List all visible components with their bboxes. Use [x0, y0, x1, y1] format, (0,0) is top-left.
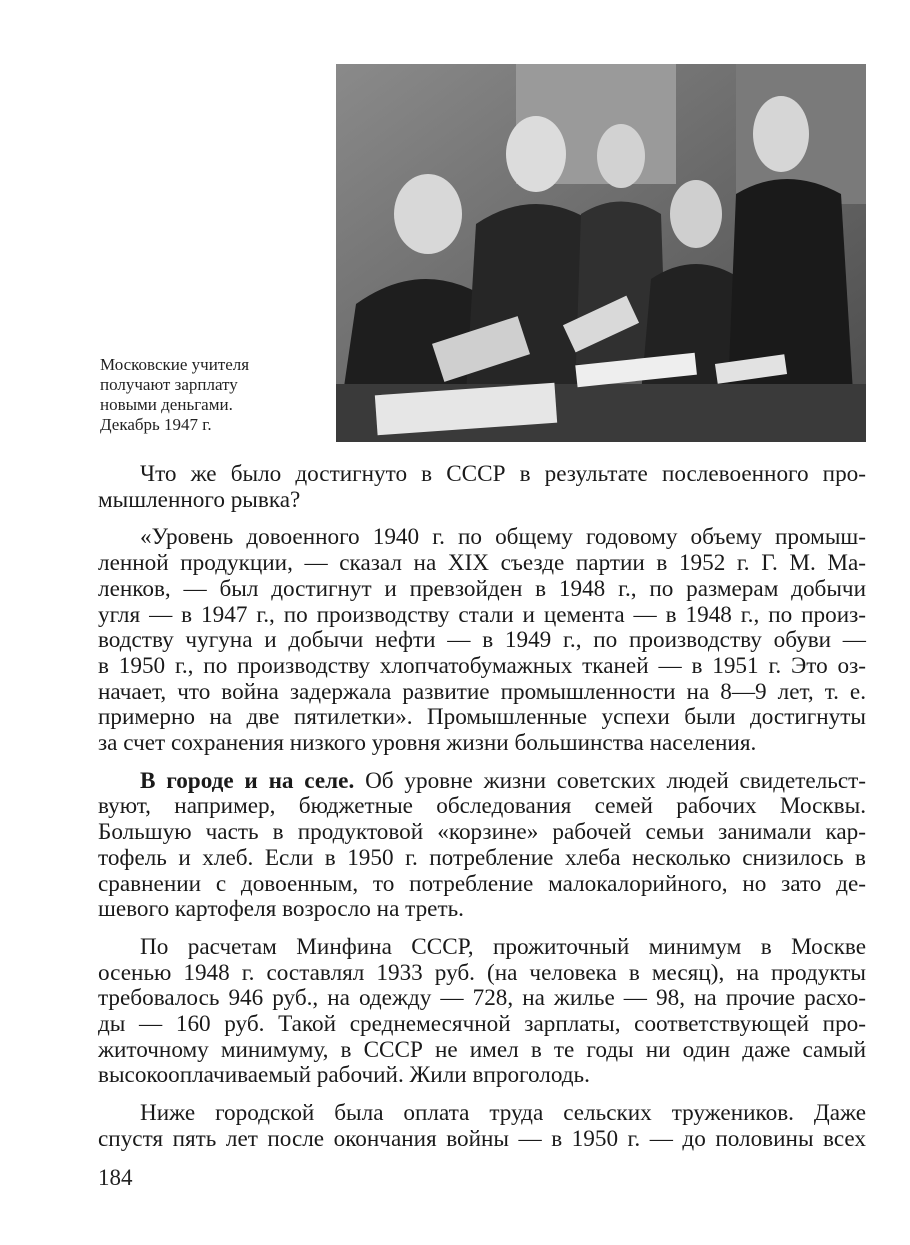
- text-line: требовалось 946 руб., на одежду — 728, на жилье — 98, на прочие расхо-: [98, 985, 866, 1012]
- caption-line: новыми деньгами.: [100, 395, 233, 414]
- section-heading: В городе и на селе.: [140, 767, 355, 794]
- text-line: тофель и хлеб. Если в 1950 г. потребление хлеба несколько снизилось в: [98, 844, 866, 871]
- text-line: По расчетам Минфина СССР, прожиточный минимум в Москве: [140, 933, 866, 960]
- text-line: высокооплачиваемый рабочий. Жили впроголодь.: [98, 1062, 590, 1089]
- text-line: «Уровень довоенного 1940 г. по общему годовому объему промыш-: [140, 524, 866, 551]
- page-number: 184: [98, 1165, 133, 1190]
- text-line: угля — в 1947 г., по производству стали и цемента — в 1948 г., по произ-: [98, 601, 866, 628]
- caption-line: Декабрь 1947 г.: [100, 415, 212, 434]
- photo-caption: [100, 355, 330, 435]
- text-line: сравнении с довоенным, то потребление малокалорийного, но зато де-: [98, 870, 866, 897]
- text-line: ленков, — был достигнут и превзойден в 1948 г., по размерам добычи: [98, 575, 866, 602]
- text-line: осенью 1948 г. составлял 1933 руб. (на человека в месяц), на продукты: [98, 959, 866, 986]
- text-line: Что же было достигнуто в СССР в результате послевоенного про-: [140, 461, 866, 487]
- text-line: шевого картофеля возросло на треть.: [98, 896, 464, 923]
- text-line: водству чугуна и добычи нефти — в 1949 г., по производству обуви —: [98, 627, 866, 654]
- paragraph-minfin: [98, 935, 866, 1089]
- text-line: житочному минимуму, в СССР не имел в те годы ни один даже самый: [98, 1036, 866, 1063]
- caption-line: Московские учителя: [100, 355, 250, 374]
- body-text: [98, 462, 866, 1153]
- paragraph-city-village: [98, 769, 866, 923]
- text-line-rest: Об уровне жизни советских людей свидетельст-: [354, 767, 867, 794]
- paragraph-quote: [98, 525, 866, 756]
- paragraph-question: [98, 462, 866, 513]
- text-line: за счет сохранения низкого уровня жизни большинства населения.: [98, 730, 757, 757]
- text-line: начает, что война задержала развитие промышленности на 8—9 лет, т. е.: [98, 678, 866, 705]
- text-line: примерно на две пятилетки». Промышленные успехи были достигнуты: [98, 704, 866, 731]
- text-line: [98, 769, 866, 795]
- text-line: в 1950 г., по производству хлопчатобумажных тканей — в 1951 г. Это оз-: [98, 652, 866, 679]
- photo-teachers-salary: [336, 64, 866, 442]
- text-line: ды — 160 руб. Такой среднемесячной зарплаты, соответствующей про-: [98, 1011, 866, 1038]
- text-line: спустя пять лет после окончания войны — в 1950 г. — до половины всех: [98, 1125, 866, 1152]
- text-line: вуют, например, бюджетные обследования семей рабочих Москвы.: [98, 793, 866, 820]
- text-line: мышленного рывка?: [98, 486, 301, 513]
- paragraph-rural-pay: [98, 1101, 866, 1152]
- photo-illustration: [336, 64, 866, 442]
- text-line: ленной продукции, — сказал на XIX съезде партии в 1952 г. Г. М. Ма-: [98, 550, 866, 577]
- caption-line: получают зарплату: [100, 375, 238, 394]
- text-line: Большую часть в продуктовой «корзине» рабочей семьи занимали кар-: [98, 819, 866, 846]
- text-line: Ниже городской была оплата труда сельских тружеников. Даже: [140, 1100, 866, 1127]
